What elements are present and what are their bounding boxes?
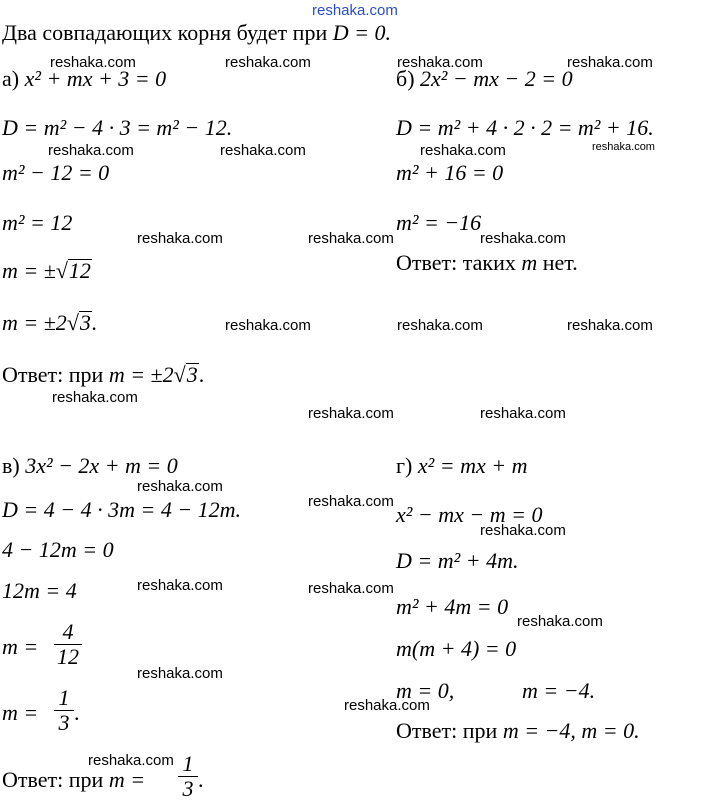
watermark: reshaka.com bbox=[137, 577, 223, 594]
radicand: 3 bbox=[79, 310, 91, 335]
part-v-step-2: 12m = 4 bbox=[2, 578, 77, 603]
watermark: reshaka.com bbox=[592, 141, 655, 153]
watermark: reshaka.com bbox=[225, 54, 311, 71]
watermark: reshaka.com bbox=[312, 2, 398, 19]
part-a-step-1: m² − 12 = 0 bbox=[2, 160, 110, 185]
part-a-answer: Ответ: при m = ±2√3. bbox=[2, 362, 205, 387]
part-v-discriminant: D = 4 − 4 · 3m = 4 − 12m. bbox=[2, 497, 242, 522]
part-v-label: в) bbox=[2, 453, 26, 478]
part-b-label: б) bbox=[396, 66, 421, 91]
watermark: reshaka.com bbox=[137, 665, 223, 682]
part-g-discriminant: D = m² + 4m. bbox=[396, 548, 519, 573]
part-g-answer: Ответ: при m = −4, m = 0. bbox=[396, 718, 640, 743]
part-v-answer-suffix: . bbox=[198, 767, 204, 792]
watermark: reshaka.com bbox=[517, 613, 603, 630]
watermark: reshaka.com bbox=[344, 697, 430, 714]
part-a-discriminant: D = m² − 4 · 3 = m² − 12. bbox=[2, 115, 233, 140]
part-g-label: г) bbox=[396, 453, 418, 478]
watermark: reshaka.com bbox=[137, 478, 223, 495]
fraction: 1 3 bbox=[54, 686, 74, 735]
part-a-step-3: m = ±√12 bbox=[2, 258, 91, 283]
watermark: reshaka.com bbox=[50, 54, 136, 71]
watermark: reshaka.com bbox=[48, 142, 134, 159]
watermark: reshaka.com bbox=[308, 405, 394, 422]
intro-equation: D = 0. bbox=[332, 20, 391, 45]
watermark: reshaka.com bbox=[567, 54, 653, 71]
watermark: reshaka.com bbox=[480, 522, 566, 539]
watermark: reshaka.com bbox=[567, 317, 653, 334]
radicand: 12 bbox=[68, 258, 91, 283]
intro-text: Два совпадающих корня будет при bbox=[2, 20, 333, 45]
watermark: reshaka.com bbox=[397, 317, 483, 334]
watermark: reshaka.com bbox=[308, 493, 394, 510]
part-g-step-1: x² − mx − m = 0 bbox=[396, 502, 543, 527]
watermark: reshaka.com bbox=[308, 230, 394, 247]
part-g-step-3: m(m + 4) = 0 bbox=[396, 636, 517, 661]
part-b-step-2: m² = −16 bbox=[396, 210, 482, 235]
watermark: reshaka.com bbox=[308, 580, 394, 597]
part-v-answer: Ответ: при m = bbox=[2, 767, 146, 792]
part-b-discriminant: D = m² + 4 · 2 · 2 = m² + 16. bbox=[396, 115, 654, 140]
part-a-label: а) bbox=[2, 66, 25, 91]
part-a-step-4: m = ±2√3. bbox=[2, 310, 98, 335]
watermark: reshaka.com bbox=[225, 317, 311, 334]
watermark: reshaka.com bbox=[480, 405, 566, 422]
part-g-step-2: m² + 4m = 0 bbox=[396, 594, 509, 619]
radicand: 3 bbox=[186, 362, 198, 387]
part-g-root-1: m = 0, bbox=[396, 678, 455, 703]
part-a-step-2: m² = 12 bbox=[2, 210, 73, 235]
fraction: 4 12 bbox=[54, 620, 82, 669]
watermark: reshaka.com bbox=[220, 142, 306, 159]
watermark: reshaka.com bbox=[137, 230, 223, 247]
part-b-step-1: m² + 16 = 0 bbox=[396, 160, 504, 185]
part-v-step-4-prefix: m = bbox=[2, 700, 39, 725]
watermark: reshaka.com bbox=[420, 142, 506, 159]
watermark: reshaka.com bbox=[480, 230, 566, 247]
watermark: reshaka.com bbox=[397, 54, 483, 71]
part-b-answer: Ответ: таких m нет. bbox=[396, 250, 578, 275]
part-v-equation: в) 3x² − 2x + m = 0 bbox=[2, 453, 178, 478]
part-a-equation: а) x² + mx + 3 = 0 bbox=[2, 66, 167, 91]
watermark: reshaka.com bbox=[88, 752, 174, 769]
fraction: 1 3 bbox=[178, 752, 198, 801]
part-g-equation: г) x² = mx + m bbox=[396, 453, 528, 478]
watermark: reshaka.com bbox=[52, 389, 138, 406]
part-g-root-2: m = −4. bbox=[522, 678, 596, 703]
part-v-step-3-prefix: m = bbox=[2, 634, 39, 659]
part-v-step-4-suffix: . bbox=[74, 700, 80, 725]
intro-line bbox=[2, 20, 391, 46]
part-b-equation: б) 2x² − mx − 2 = 0 bbox=[396, 66, 573, 91]
part-v-step-1: 4 − 12m = 0 bbox=[2, 537, 114, 562]
